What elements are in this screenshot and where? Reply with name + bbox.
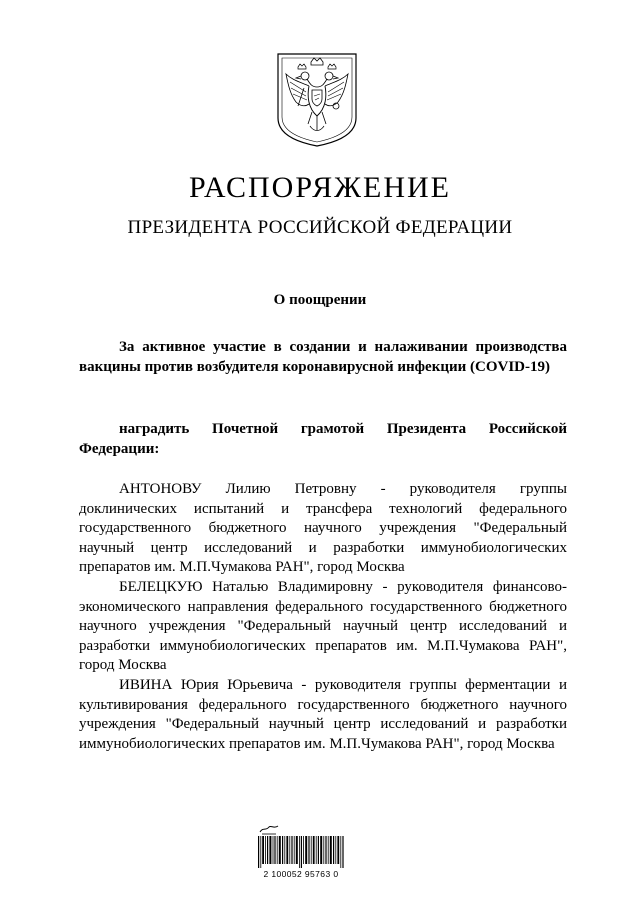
document-title: РАСПОРЯЖЕНИЕ (188, 171, 452, 204)
person-entry: ИВИНА Юрия Юрьевича - руководителя группы ферментации и культивирования федерального государственного бюджетного научного учреждения "Федеральный научный центр исследований и разработки иммунобиологических препаратов им. М.П.Чумакова РАН", город Москва (79, 676, 567, 752)
persons-list (79, 480, 567, 754)
barcode-block (252, 822, 350, 882)
person-entry: АНТОНОВУ Лилию Петровну - руководителя группы доклинических испытаний и трансфера технологий федерального государственного бюджетного научного учреждения "Федеральный научный центр исследований и разработки иммунобиологических препаратов им. М.П.Чумакова РАН", город Москва (79, 481, 567, 576)
document-subtitle: ПРЕЗИДЕНТА РОССИЙСКОЙ ФЕДЕРАЦИИ (127, 217, 513, 238)
document-subject: О поощрении (273, 292, 367, 308)
preamble-paragraph: За активное участие в создании и налаживании производства вакцины против возбудителя коронавирусной инфекции (COVID-19) (79, 339, 567, 375)
award-paragraph: наградить Почетной грамотой Президента Российской Федерации: (79, 421, 567, 457)
barcode-number: 2 100052 95763 0 (263, 869, 339, 879)
small-mark-icon (258, 822, 280, 834)
barcode-bars (258, 836, 344, 868)
coat-of-arms-emblem (276, 52, 358, 148)
person-entry: БЕЛЕЦКУЮ Наталью Владимировну - руководителя финансово-экономического направления федерального государственного бюджетного научного учреждения "Федеральный научный центр исследований и разработки иммунобиологических препаратов им. М.П.Чумакова РАН", город Москва (79, 578, 567, 674)
